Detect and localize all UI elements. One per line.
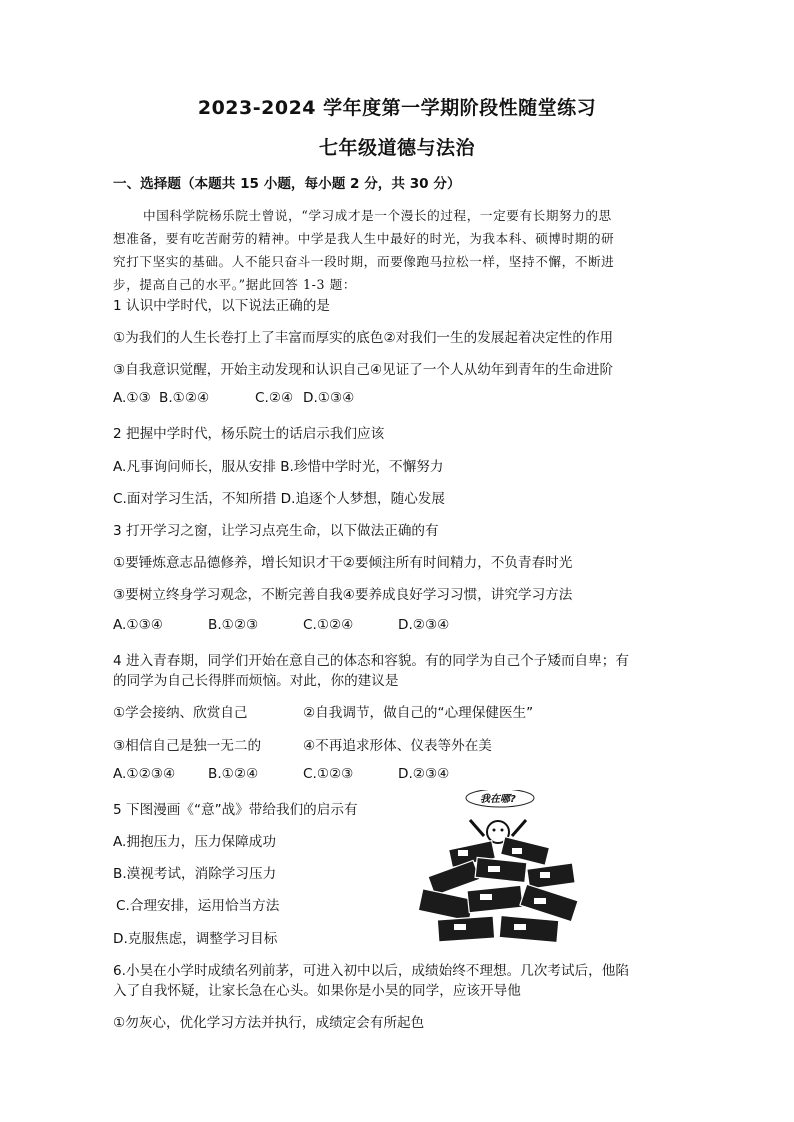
question-3-statement: ①要锤炼意志品德修养，增长知识才干②要倾注所有时间精力，不负青春时光 [113, 555, 573, 571]
statement-2: ②自我调节，做自己的“心理保健医生” [303, 705, 534, 721]
exam-title: 2023-2024 学年度第一学期阶段性随堂练习 [197, 97, 597, 119]
passage-line: 中国科学院杨乐院士曾说，“学习成才是一个漫长的过程，一定要有长期努力的思 [143, 208, 612, 223]
option-d: D.①③④ [303, 390, 355, 406]
question-2-options: C.面对学习生活，不知所措 D.追逐个人梦想，随心发展 [113, 491, 445, 507]
question-1-stem: 1 认识中学时代，以下说法正确的是 [113, 298, 330, 314]
option-b: B.漠视考试，消除学习压力 [113, 866, 277, 882]
option-a: A.①③ [113, 390, 151, 406]
book-pile-drawing [410, 790, 590, 950]
question-4-stem: 的同学为自己长得胖而烦恼。对此，你的建议是 [113, 673, 399, 689]
passage-line: 究打下坚实的基础。人不能只奋斗一段时期，而要像跑马拉松一样，坚持不懈，不断进 [113, 254, 615, 269]
statement-3: ③相信自己是独一无二的 [113, 738, 262, 754]
passage-line: 步，提高自己的水平。”据此回答 1-3 题： [113, 277, 357, 292]
question-1-statement: ①为我们的人生长卷打上了丰富而厚实的底色②对我们一生的发展起着决定性的作用 [113, 330, 614, 346]
option-c: C.①②④ [303, 617, 354, 633]
question-2-options: A.凡事询问师长，服从安排 B.珍惜中学时光，不懈努力 [113, 459, 444, 475]
option-b: B.①②③ [208, 617, 259, 633]
option-c: C.合理安排，运用恰当方法 [116, 898, 280, 914]
option-d: D.②③④ [398, 617, 450, 633]
statement-1: ①学会接纳、欣赏自己 [113, 705, 248, 721]
section-heading: 一、选择题（本题共 15 小题，每小题 2 分，共 30 分） [113, 176, 461, 192]
option-c: C.①②③ [303, 766, 354, 782]
option-d: D.克服焦虑，调整学习目标 [113, 931, 278, 947]
option-a: A.拥抱压力，压力保障成功 [113, 834, 276, 850]
option-a: A.①②③④ [113, 766, 176, 782]
question-4-stem: 4 进入青春期，同学们开始在意自己的体态和容貌。有的同学为自己个子矮而自卑；有 [113, 653, 629, 669]
question-2-stem: 2 把握中学时代，杨乐院士的话启示我们应该 [113, 426, 385, 442]
question-5-stem: 5 下图漫画《“意”战》带给我们的启示有 [113, 802, 358, 818]
cartoon-caption: 我在哪? [480, 794, 516, 805]
question-3-statement: ③要树立终身学习观念，不断完善自我④要养成良好学习习惯，讲究学习方法 [113, 587, 573, 603]
option-b: B.①②④ [159, 390, 210, 406]
option-b: B.①②④ [208, 766, 259, 782]
question-6-statement: ①勿灰心，优化学习方法并执行，成绩定会有所起色 [113, 1015, 425, 1031]
question-3-stem: 3 打开学习之窗，让学习点亮生命，以下做法正确的有 [113, 523, 439, 539]
question-6-stem: 6.小昊在小学时成绩名列前茅，可进入初中以后，成绩始终不理想。几次考试后，他陷 [113, 963, 629, 979]
passage-line: 想准备，要有吃苦耐劳的精神。中学是我人生中最好的时光，为我本科、硕博时期的研 [113, 231, 615, 246]
exam-subject: 七年级道德与法治 [318, 137, 475, 159]
question-1-statement: ③自我意识觉醒，开始主动发现和认识自己④见证了一个人从幼年到青年的生命进阶 [113, 362, 614, 378]
option-c: C.②④ [255, 390, 294, 406]
option-d: D.②③④ [398, 766, 450, 782]
statement-4: ④不再追求形体、仪表等外在美 [303, 738, 492, 754]
option-a: A.①③④ [113, 617, 163, 633]
question-6-stem: 入了自我怀疑，让家长急在心头。如果你是小昊的同学，应该开导他 [113, 983, 521, 999]
cartoon-illustration [410, 790, 590, 950]
